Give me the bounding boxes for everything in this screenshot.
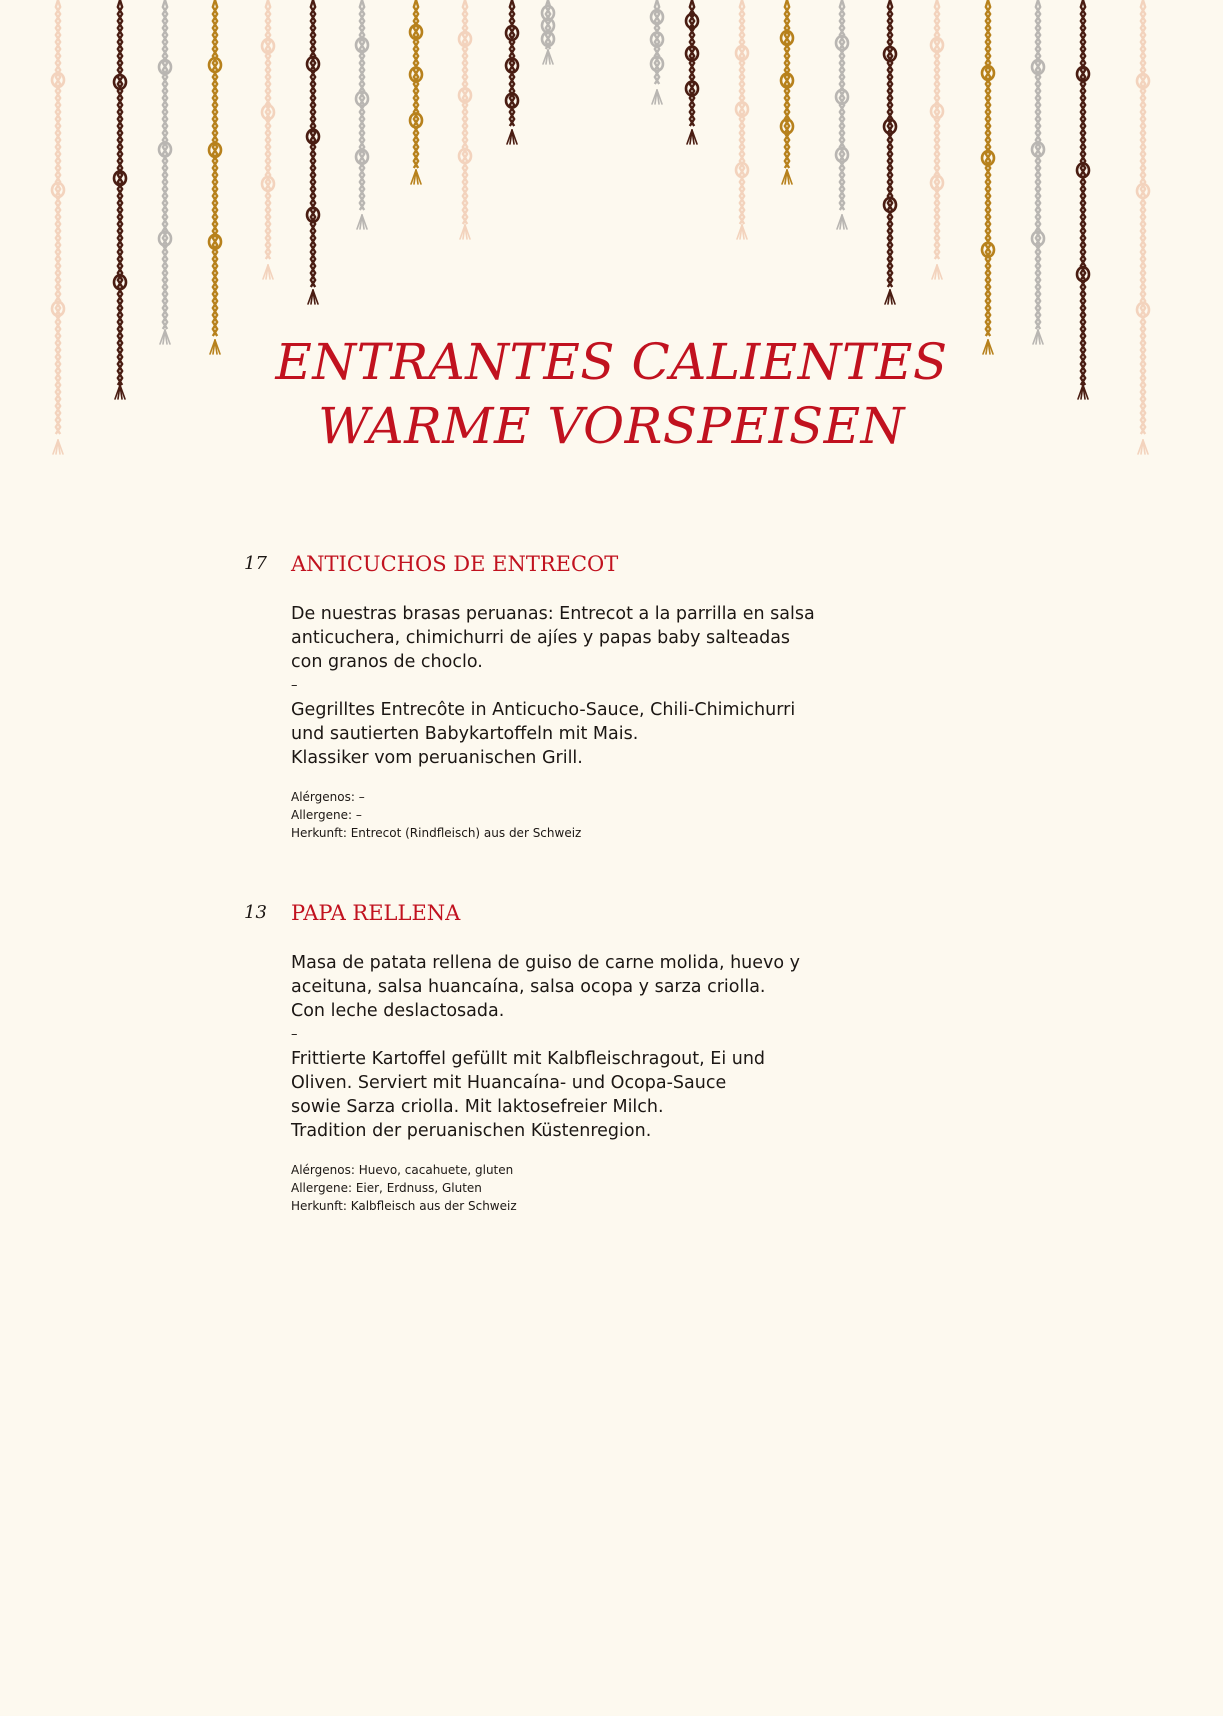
description-line: Frittierte Kartoffel gefüllt mit Kalbfleischragout, Ei und <box>291 1049 766 1069</box>
item-price: 13 <box>244 902 267 923</box>
description-line: De nuestras brasas peruanas: Entrecot a la parrilla en salsa <box>291 604 815 624</box>
hanging-string <box>410 0 422 184</box>
hanging-string <box>982 0 994 354</box>
hanging-string <box>542 0 554 64</box>
hanging-string <box>159 0 171 344</box>
language-separator: – <box>291 1027 298 1042</box>
description-line: Gegrilltes Entrecôte in Anticucho-Sauce, Chili-Chimichurri <box>291 700 796 720</box>
item-allergen-info <box>291 788 891 842</box>
hanging-string <box>307 0 319 304</box>
item-allergen-info <box>291 1161 891 1215</box>
item-description <box>291 602 911 770</box>
description-line: con granos de choclo. <box>291 652 483 672</box>
allergens-spanish: Alérgenos: Huevo, cacahuete, gluten <box>291 1163 514 1177</box>
origin-info: Herkunft: Kalbfleisch aus der Schweiz <box>291 1199 517 1213</box>
item-name: PAPA RELLENA <box>291 901 461 925</box>
description-line: und sautierten Babykartoffeln mit Mais. <box>291 724 639 744</box>
hanging-string <box>1032 0 1044 344</box>
hanging-string <box>262 0 274 279</box>
description-line: Tradition der peruanischen Küstenregion. <box>291 1121 652 1141</box>
item-description <box>291 951 911 1143</box>
allergens-german: Allergene: – <box>291 808 362 822</box>
hanging-string <box>931 0 943 279</box>
hanging-string <box>651 0 663 104</box>
description-line: anticuchera, chimichurri de ajíes y papas baby salteadas <box>291 628 791 648</box>
title-line-german: WARME VORSPEISEN <box>318 397 905 455</box>
description-line: sowie Sarza criolla. Mit laktosefreier Milch. <box>291 1097 664 1117</box>
description-line: Klassiker vom peruanischen Grill. <box>291 748 583 768</box>
title-line-spanish: ENTRANTES CALIENTES <box>275 333 948 391</box>
hanging-string <box>506 0 518 144</box>
hanging-string <box>781 0 793 184</box>
hanging-string <box>686 0 698 144</box>
allergens-german: Allergene: Eier, Erdnuss, Gluten <box>291 1181 482 1195</box>
origin-info: Herkunft: Entrecot (Rindfleisch) aus der Schweiz <box>291 826 582 840</box>
hanging-string <box>736 0 748 239</box>
language-separator: – <box>291 678 298 693</box>
hanging-string <box>836 0 848 229</box>
item-name: ANTICUCHOS DE ENTRECOT <box>291 552 619 576</box>
description-line: Con leche deslactosada. <box>291 1001 505 1021</box>
description-line: aceituna, salsa huancaína, salsa ocopa y sarza criolla. <box>291 977 766 997</box>
page-title <box>0 330 1223 458</box>
item-price: 17 <box>244 553 267 574</box>
hanging-string <box>884 0 896 304</box>
hanging-string <box>356 0 368 229</box>
description-line: Masa de patata rellena de guiso de carne molida, huevo y <box>291 953 801 973</box>
hanging-string <box>209 0 221 354</box>
allergens-spanish: Alérgenos: – <box>291 790 365 804</box>
description-line: Oliven. Serviert mit Huancaína- und Ocopa-Sauce <box>291 1073 727 1093</box>
hanging-string <box>459 0 471 239</box>
